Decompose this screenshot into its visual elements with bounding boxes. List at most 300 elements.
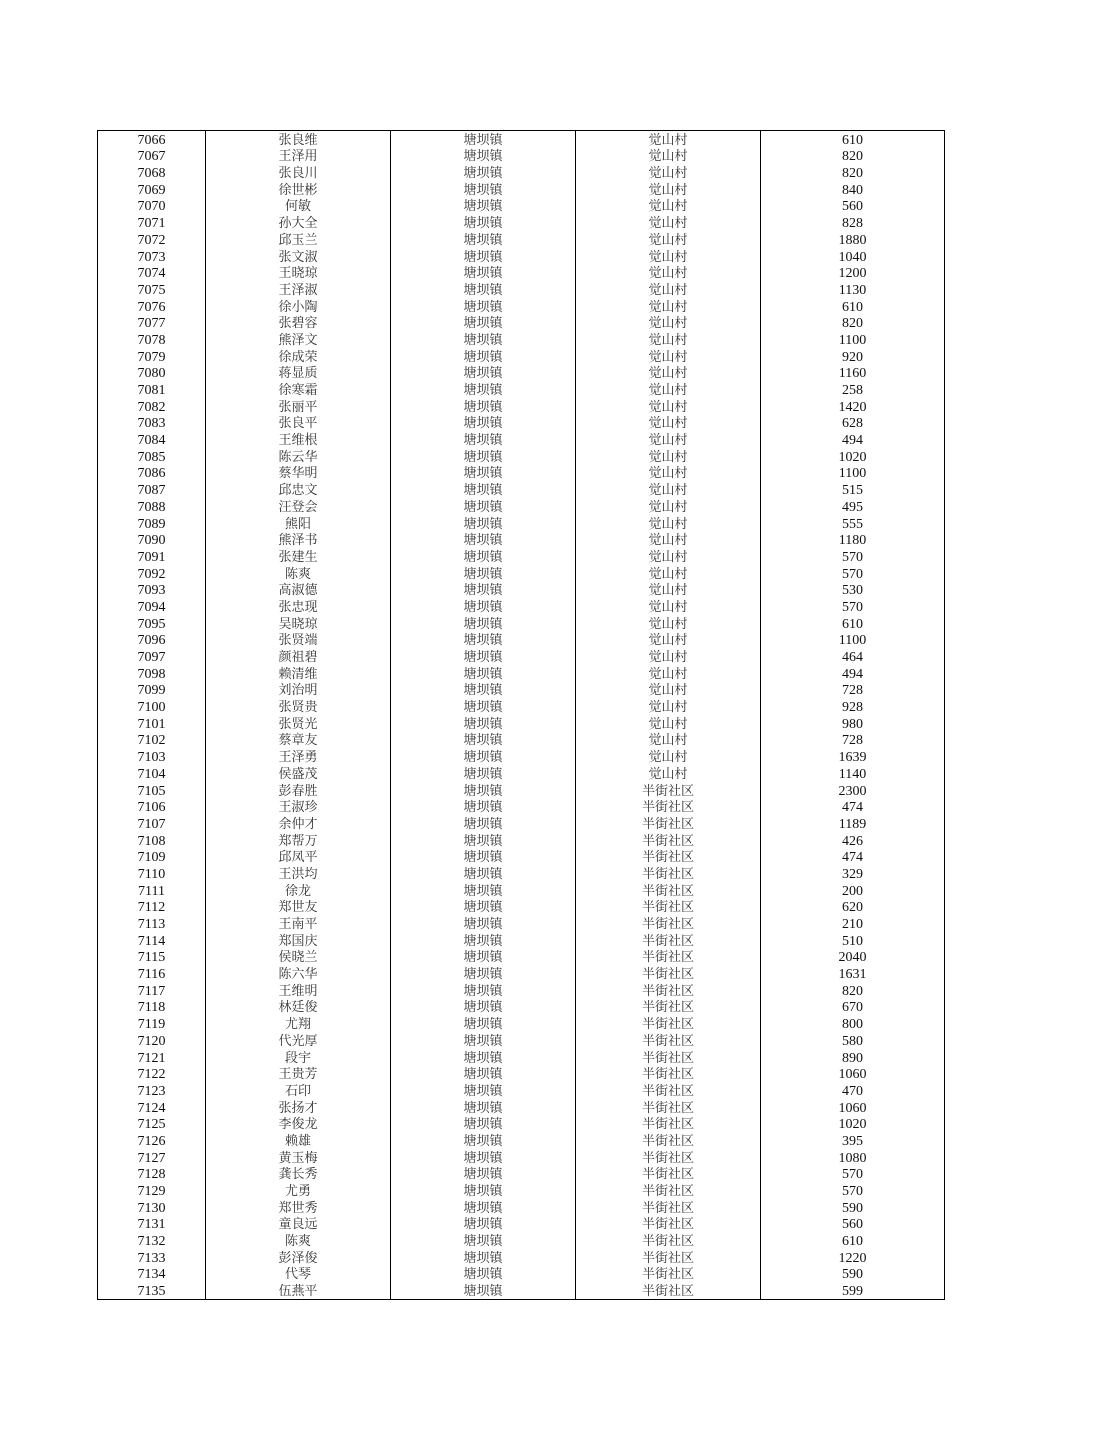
- town-cell: 塘坝镇: [391, 732, 576, 749]
- name-cell: 邱玉兰: [206, 231, 391, 248]
- village-cell: 觉山村: [576, 231, 761, 248]
- name-cell: 熊泽书: [206, 532, 391, 549]
- row-number-cell: 7127: [98, 1149, 206, 1166]
- row-number-cell: 7088: [98, 498, 206, 515]
- amount-cell: 610: [761, 131, 945, 148]
- name-cell: 赖清维: [206, 665, 391, 682]
- name-cell: 彭泽俊: [206, 1249, 391, 1266]
- table-row: [98, 148, 945, 165]
- table-row: [98, 532, 945, 549]
- town-cell: 塘坝镇: [391, 799, 576, 816]
- town-cell: 塘坝镇: [391, 164, 576, 181]
- table-row: [98, 265, 945, 282]
- amount-cell: 510: [761, 932, 945, 949]
- table-row: [98, 1282, 945, 1299]
- town-cell: 塘坝镇: [391, 965, 576, 982]
- village-cell: 觉山村: [576, 565, 761, 582]
- name-cell: 张忠现: [206, 598, 391, 615]
- row-number-cell: 7079: [98, 348, 206, 365]
- amount-cell: 1220: [761, 1249, 945, 1266]
- name-cell: 张良维: [206, 131, 391, 148]
- village-cell: 觉山村: [576, 214, 761, 231]
- village-cell: 觉山村: [576, 648, 761, 665]
- table-row: [98, 1249, 945, 1266]
- row-number-cell: 7128: [98, 1166, 206, 1183]
- town-cell: 塘坝镇: [391, 198, 576, 215]
- table-row: [98, 465, 945, 482]
- table-row: [98, 1015, 945, 1032]
- name-cell: 徐寒霜: [206, 381, 391, 398]
- table-row: [98, 648, 945, 665]
- name-cell: 熊阳: [206, 515, 391, 532]
- table-row: [98, 1049, 945, 1066]
- name-cell: 李俊龙: [206, 1116, 391, 1133]
- village-cell: 觉山村: [576, 148, 761, 165]
- table-row: [98, 682, 945, 699]
- table-row: [98, 899, 945, 916]
- amount-cell: 560: [761, 1216, 945, 1233]
- town-cell: 塘坝镇: [391, 431, 576, 448]
- village-cell: 觉山村: [576, 298, 761, 315]
- row-number-cell: 7112: [98, 899, 206, 916]
- town-cell: 塘坝镇: [391, 849, 576, 866]
- village-cell: 觉山村: [576, 431, 761, 448]
- town-cell: 塘坝镇: [391, 682, 576, 699]
- table-row: [98, 1199, 945, 1216]
- amount-cell: 1639: [761, 748, 945, 765]
- row-number-cell: 7077: [98, 315, 206, 332]
- name-cell: 石印: [206, 1082, 391, 1099]
- name-cell: 王南平: [206, 915, 391, 932]
- village-cell: 觉山村: [576, 732, 761, 749]
- village-cell: 觉山村: [576, 481, 761, 498]
- town-cell: 塘坝镇: [391, 582, 576, 599]
- village-cell: 半街社区: [576, 1149, 761, 1166]
- village-cell: 半街社区: [576, 815, 761, 832]
- village-cell: 半街社区: [576, 1066, 761, 1083]
- table-row: [98, 498, 945, 515]
- amount-cell: 470: [761, 1082, 945, 1099]
- table-row: [98, 982, 945, 999]
- amount-cell: 670: [761, 999, 945, 1016]
- amount-cell: 530: [761, 582, 945, 599]
- row-number-cell: 7092: [98, 565, 206, 582]
- table-row: [98, 665, 945, 682]
- town-cell: 塘坝镇: [391, 615, 576, 632]
- town-cell: 塘坝镇: [391, 865, 576, 882]
- town-cell: 塘坝镇: [391, 381, 576, 398]
- name-cell: 陈六华: [206, 965, 391, 982]
- name-cell: 侯盛茂: [206, 765, 391, 782]
- town-cell: 塘坝镇: [391, 698, 576, 715]
- table-row: [98, 849, 945, 866]
- amount-cell: 570: [761, 598, 945, 615]
- amount-cell: 570: [761, 1182, 945, 1199]
- row-number-cell: 7114: [98, 932, 206, 949]
- town-cell: 塘坝镇: [391, 498, 576, 515]
- table-row: [98, 598, 945, 615]
- row-number-cell: 7133: [98, 1249, 206, 1266]
- amount-cell: 210: [761, 915, 945, 932]
- town-cell: 塘坝镇: [391, 1282, 576, 1299]
- town-cell: 塘坝镇: [391, 715, 576, 732]
- row-number-cell: 7103: [98, 748, 206, 765]
- amount-cell: 628: [761, 415, 945, 432]
- amount-cell: 258: [761, 381, 945, 398]
- town-cell: 塘坝镇: [391, 181, 576, 198]
- town-cell: 塘坝镇: [391, 1182, 576, 1199]
- town-cell: 塘坝镇: [391, 949, 576, 966]
- village-cell: 觉山村: [576, 632, 761, 649]
- row-number-cell: 7097: [98, 648, 206, 665]
- amount-cell: 1631: [761, 965, 945, 982]
- row-number-cell: 7098: [98, 665, 206, 682]
- table-row: [98, 548, 945, 565]
- amount-cell: 570: [761, 565, 945, 582]
- town-cell: 塘坝镇: [391, 298, 576, 315]
- village-cell: 半街社区: [576, 1015, 761, 1032]
- table-row: [98, 181, 945, 198]
- name-cell: 张贤光: [206, 715, 391, 732]
- table-row: [98, 415, 945, 432]
- village-cell: 半街社区: [576, 1032, 761, 1049]
- village-cell: 半街社区: [576, 999, 761, 1016]
- name-cell: 郑世秀: [206, 1199, 391, 1216]
- town-cell: 塘坝镇: [391, 1232, 576, 1249]
- name-cell: 伍燕平: [206, 1282, 391, 1299]
- table-row: [98, 1132, 945, 1149]
- village-cell: 觉山村: [576, 281, 761, 298]
- table-row: [98, 715, 945, 732]
- table-row: [98, 1149, 945, 1166]
- town-cell: 塘坝镇: [391, 1032, 576, 1049]
- village-cell: 半街社区: [576, 1166, 761, 1183]
- row-number-cell: 7080: [98, 365, 206, 382]
- table-row: [98, 1182, 945, 1199]
- table-row: [98, 999, 945, 1016]
- row-number-cell: 7099: [98, 682, 206, 699]
- name-cell: 高淑德: [206, 582, 391, 599]
- town-cell: 塘坝镇: [391, 398, 576, 415]
- village-cell: 觉山村: [576, 131, 761, 148]
- town-cell: 塘坝镇: [391, 265, 576, 282]
- village-cell: 半街社区: [576, 1232, 761, 1249]
- town-cell: 塘坝镇: [391, 1132, 576, 1149]
- village-cell: 觉山村: [576, 582, 761, 599]
- town-cell: 塘坝镇: [391, 231, 576, 248]
- row-number-cell: 7115: [98, 949, 206, 966]
- name-cell: 王贵芳: [206, 1066, 391, 1083]
- table-row: [98, 782, 945, 799]
- name-cell: 张贤贵: [206, 698, 391, 715]
- village-cell: 半街社区: [576, 799, 761, 816]
- row-number-cell: 7132: [98, 1232, 206, 1249]
- name-cell: 陈爽: [206, 1232, 391, 1249]
- table-row: [98, 615, 945, 632]
- village-cell: 觉山村: [576, 598, 761, 615]
- name-cell: 邱忠文: [206, 481, 391, 498]
- row-number-cell: 7109: [98, 849, 206, 866]
- village-cell: 觉山村: [576, 348, 761, 365]
- town-cell: 塘坝镇: [391, 1199, 576, 1216]
- village-cell: 觉山村: [576, 682, 761, 699]
- amount-cell: 474: [761, 799, 945, 816]
- town-cell: 塘坝镇: [391, 932, 576, 949]
- amount-cell: 820: [761, 164, 945, 181]
- town-cell: 塘坝镇: [391, 1082, 576, 1099]
- village-cell: 半街社区: [576, 849, 761, 866]
- amount-cell: 820: [761, 148, 945, 165]
- amount-cell: 580: [761, 1032, 945, 1049]
- row-number-cell: 7113: [98, 915, 206, 932]
- table-body: [98, 131, 945, 1300]
- village-cell: 觉山村: [576, 164, 761, 181]
- name-cell: 何敏: [206, 198, 391, 215]
- row-number-cell: 7117: [98, 982, 206, 999]
- row-number-cell: 7086: [98, 465, 206, 482]
- data-table: [97, 130, 945, 1300]
- row-number-cell: 7106: [98, 799, 206, 816]
- town-cell: 塘坝镇: [391, 248, 576, 265]
- name-cell: 郑世友: [206, 899, 391, 916]
- row-number-cell: 7096: [98, 632, 206, 649]
- row-number-cell: 7101: [98, 715, 206, 732]
- name-cell: 熊泽文: [206, 331, 391, 348]
- table-row: [98, 348, 945, 365]
- town-cell: 塘坝镇: [391, 481, 576, 498]
- village-cell: 觉山村: [576, 698, 761, 715]
- town-cell: 塘坝镇: [391, 598, 576, 615]
- village-cell: 觉山村: [576, 715, 761, 732]
- table-row: [98, 815, 945, 832]
- village-cell: 觉山村: [576, 465, 761, 482]
- village-cell: 觉山村: [576, 331, 761, 348]
- village-cell: 觉山村: [576, 615, 761, 632]
- name-cell: 黄玉梅: [206, 1149, 391, 1166]
- name-cell: 张良川: [206, 164, 391, 181]
- amount-cell: 570: [761, 548, 945, 565]
- name-cell: 侯晓兰: [206, 949, 391, 966]
- name-cell: 徐龙: [206, 882, 391, 899]
- amount-cell: 555: [761, 515, 945, 532]
- name-cell: 吴晓琼: [206, 615, 391, 632]
- name-cell: 蔡华明: [206, 465, 391, 482]
- amount-cell: 828: [761, 214, 945, 231]
- row-number-cell: 7076: [98, 298, 206, 315]
- table-row: [98, 281, 945, 298]
- name-cell: 张碧容: [206, 315, 391, 332]
- table-row: [98, 214, 945, 231]
- table-row: [98, 431, 945, 448]
- amount-cell: 426: [761, 832, 945, 849]
- amount-cell: 1100: [761, 632, 945, 649]
- village-cell: 觉山村: [576, 765, 761, 782]
- town-cell: 塘坝镇: [391, 565, 576, 582]
- town-cell: 塘坝镇: [391, 1249, 576, 1266]
- town-cell: 塘坝镇: [391, 131, 576, 148]
- town-cell: 塘坝镇: [391, 832, 576, 849]
- amount-cell: 2300: [761, 782, 945, 799]
- amount-cell: 1140: [761, 765, 945, 782]
- town-cell: 塘坝镇: [391, 365, 576, 382]
- row-number-cell: 7107: [98, 815, 206, 832]
- village-cell: 半街社区: [576, 1132, 761, 1149]
- row-number-cell: 7094: [98, 598, 206, 615]
- row-number-cell: 7110: [98, 865, 206, 882]
- amount-cell: 1160: [761, 365, 945, 382]
- name-cell: 汪登会: [206, 498, 391, 515]
- row-number-cell: 7078: [98, 331, 206, 348]
- table-row: [98, 1216, 945, 1233]
- row-number-cell: 7131: [98, 1216, 206, 1233]
- row-number-cell: 7123: [98, 1082, 206, 1099]
- name-cell: 徐成荣: [206, 348, 391, 365]
- row-number-cell: 7116: [98, 965, 206, 982]
- row-number-cell: 7125: [98, 1116, 206, 1133]
- town-cell: 塘坝镇: [391, 415, 576, 432]
- amount-cell: 728: [761, 682, 945, 699]
- town-cell: 塘坝镇: [391, 648, 576, 665]
- table-row: [98, 748, 945, 765]
- row-number-cell: 7084: [98, 431, 206, 448]
- town-cell: 塘坝镇: [391, 1266, 576, 1283]
- row-number-cell: 7100: [98, 698, 206, 715]
- village-cell: 半街社区: [576, 899, 761, 916]
- row-number-cell: 7073: [98, 248, 206, 265]
- amount-cell: 560: [761, 198, 945, 215]
- amount-cell: 2040: [761, 949, 945, 966]
- amount-cell: 1180: [761, 532, 945, 549]
- row-number-cell: 7118: [98, 999, 206, 1016]
- amount-cell: 1060: [761, 1066, 945, 1083]
- amount-cell: 494: [761, 665, 945, 682]
- table-row: [98, 198, 945, 215]
- town-cell: 塘坝镇: [391, 899, 576, 916]
- row-number-cell: 7124: [98, 1099, 206, 1116]
- row-number-cell: 7070: [98, 198, 206, 215]
- town-cell: 塘坝镇: [391, 1149, 576, 1166]
- name-cell: 童良远: [206, 1216, 391, 1233]
- name-cell: 代琴: [206, 1266, 391, 1283]
- table-row: [98, 765, 945, 782]
- amount-cell: 890: [761, 1049, 945, 1066]
- village-cell: 半街社区: [576, 1216, 761, 1233]
- amount-cell: 610: [761, 1232, 945, 1249]
- amount-cell: 494: [761, 431, 945, 448]
- village-cell: 半街社区: [576, 782, 761, 799]
- town-cell: 塘坝镇: [391, 999, 576, 1016]
- row-number-cell: 7130: [98, 1199, 206, 1216]
- town-cell: 塘坝镇: [391, 348, 576, 365]
- village-cell: 半街社区: [576, 1082, 761, 1099]
- amount-cell: 1040: [761, 248, 945, 265]
- town-cell: 塘坝镇: [391, 315, 576, 332]
- amount-cell: 464: [761, 648, 945, 665]
- row-number-cell: 7087: [98, 481, 206, 498]
- amount-cell: 728: [761, 732, 945, 749]
- table-row: [98, 1066, 945, 1083]
- table-row: [98, 1166, 945, 1183]
- village-cell: 半街社区: [576, 949, 761, 966]
- name-cell: 张丽平: [206, 398, 391, 415]
- table-row: [98, 915, 945, 932]
- table-row: [98, 732, 945, 749]
- row-number-cell: 7068: [98, 164, 206, 181]
- amount-cell: 840: [761, 181, 945, 198]
- table-row: [98, 832, 945, 849]
- amount-cell: 1189: [761, 815, 945, 832]
- town-cell: 塘坝镇: [391, 465, 576, 482]
- row-number-cell: 7067: [98, 148, 206, 165]
- amount-cell: 1130: [761, 281, 945, 298]
- village-cell: 半街社区: [576, 1282, 761, 1299]
- town-cell: 塘坝镇: [391, 331, 576, 348]
- row-number-cell: 7072: [98, 231, 206, 248]
- table-row: [98, 131, 945, 148]
- village-cell: 半街社区: [576, 1266, 761, 1283]
- row-number-cell: 7108: [98, 832, 206, 849]
- row-number-cell: 7074: [98, 265, 206, 282]
- table-row: [98, 315, 945, 332]
- amount-cell: 395: [761, 1132, 945, 1149]
- amount-cell: 1060: [761, 1099, 945, 1116]
- name-cell: 张贤端: [206, 632, 391, 649]
- table-row: [98, 582, 945, 599]
- table-row: [98, 481, 945, 498]
- row-number-cell: 7126: [98, 1132, 206, 1149]
- table-row: [98, 1082, 945, 1099]
- table-row: [98, 331, 945, 348]
- amount-cell: 820: [761, 315, 945, 332]
- village-cell: 觉山村: [576, 198, 761, 215]
- amount-cell: 1880: [761, 231, 945, 248]
- amount-cell: 515: [761, 481, 945, 498]
- row-number-cell: 7122: [98, 1066, 206, 1083]
- name-cell: 张文淑: [206, 248, 391, 265]
- amount-cell: 610: [761, 298, 945, 315]
- row-number-cell: 7090: [98, 532, 206, 549]
- town-cell: 塘坝镇: [391, 782, 576, 799]
- row-number-cell: 7075: [98, 281, 206, 298]
- village-cell: 半街社区: [576, 965, 761, 982]
- amount-cell: 474: [761, 849, 945, 866]
- town-cell: 塘坝镇: [391, 148, 576, 165]
- name-cell: 王维根: [206, 431, 391, 448]
- table-row: [98, 381, 945, 398]
- village-cell: 觉山村: [576, 315, 761, 332]
- amount-cell: 200: [761, 882, 945, 899]
- town-cell: 塘坝镇: [391, 1015, 576, 1032]
- village-cell: 半街社区: [576, 882, 761, 899]
- row-number-cell: 7119: [98, 1015, 206, 1032]
- town-cell: 塘坝镇: [391, 1166, 576, 1183]
- row-number-cell: 7102: [98, 732, 206, 749]
- amount-cell: 980: [761, 715, 945, 732]
- name-cell: 张良平: [206, 415, 391, 432]
- town-cell: 塘坝镇: [391, 548, 576, 565]
- row-number-cell: 7082: [98, 398, 206, 415]
- name-cell: 尤勇: [206, 1182, 391, 1199]
- amount-cell: 1100: [761, 331, 945, 348]
- row-number-cell: 7093: [98, 582, 206, 599]
- row-number-cell: 7134: [98, 1266, 206, 1283]
- name-cell: 彭春胜: [206, 782, 391, 799]
- town-cell: 塘坝镇: [391, 982, 576, 999]
- village-cell: 半街社区: [576, 1199, 761, 1216]
- village-cell: 半街社区: [576, 1049, 761, 1066]
- amount-cell: 610: [761, 615, 945, 632]
- name-cell: 颜祖碧: [206, 648, 391, 665]
